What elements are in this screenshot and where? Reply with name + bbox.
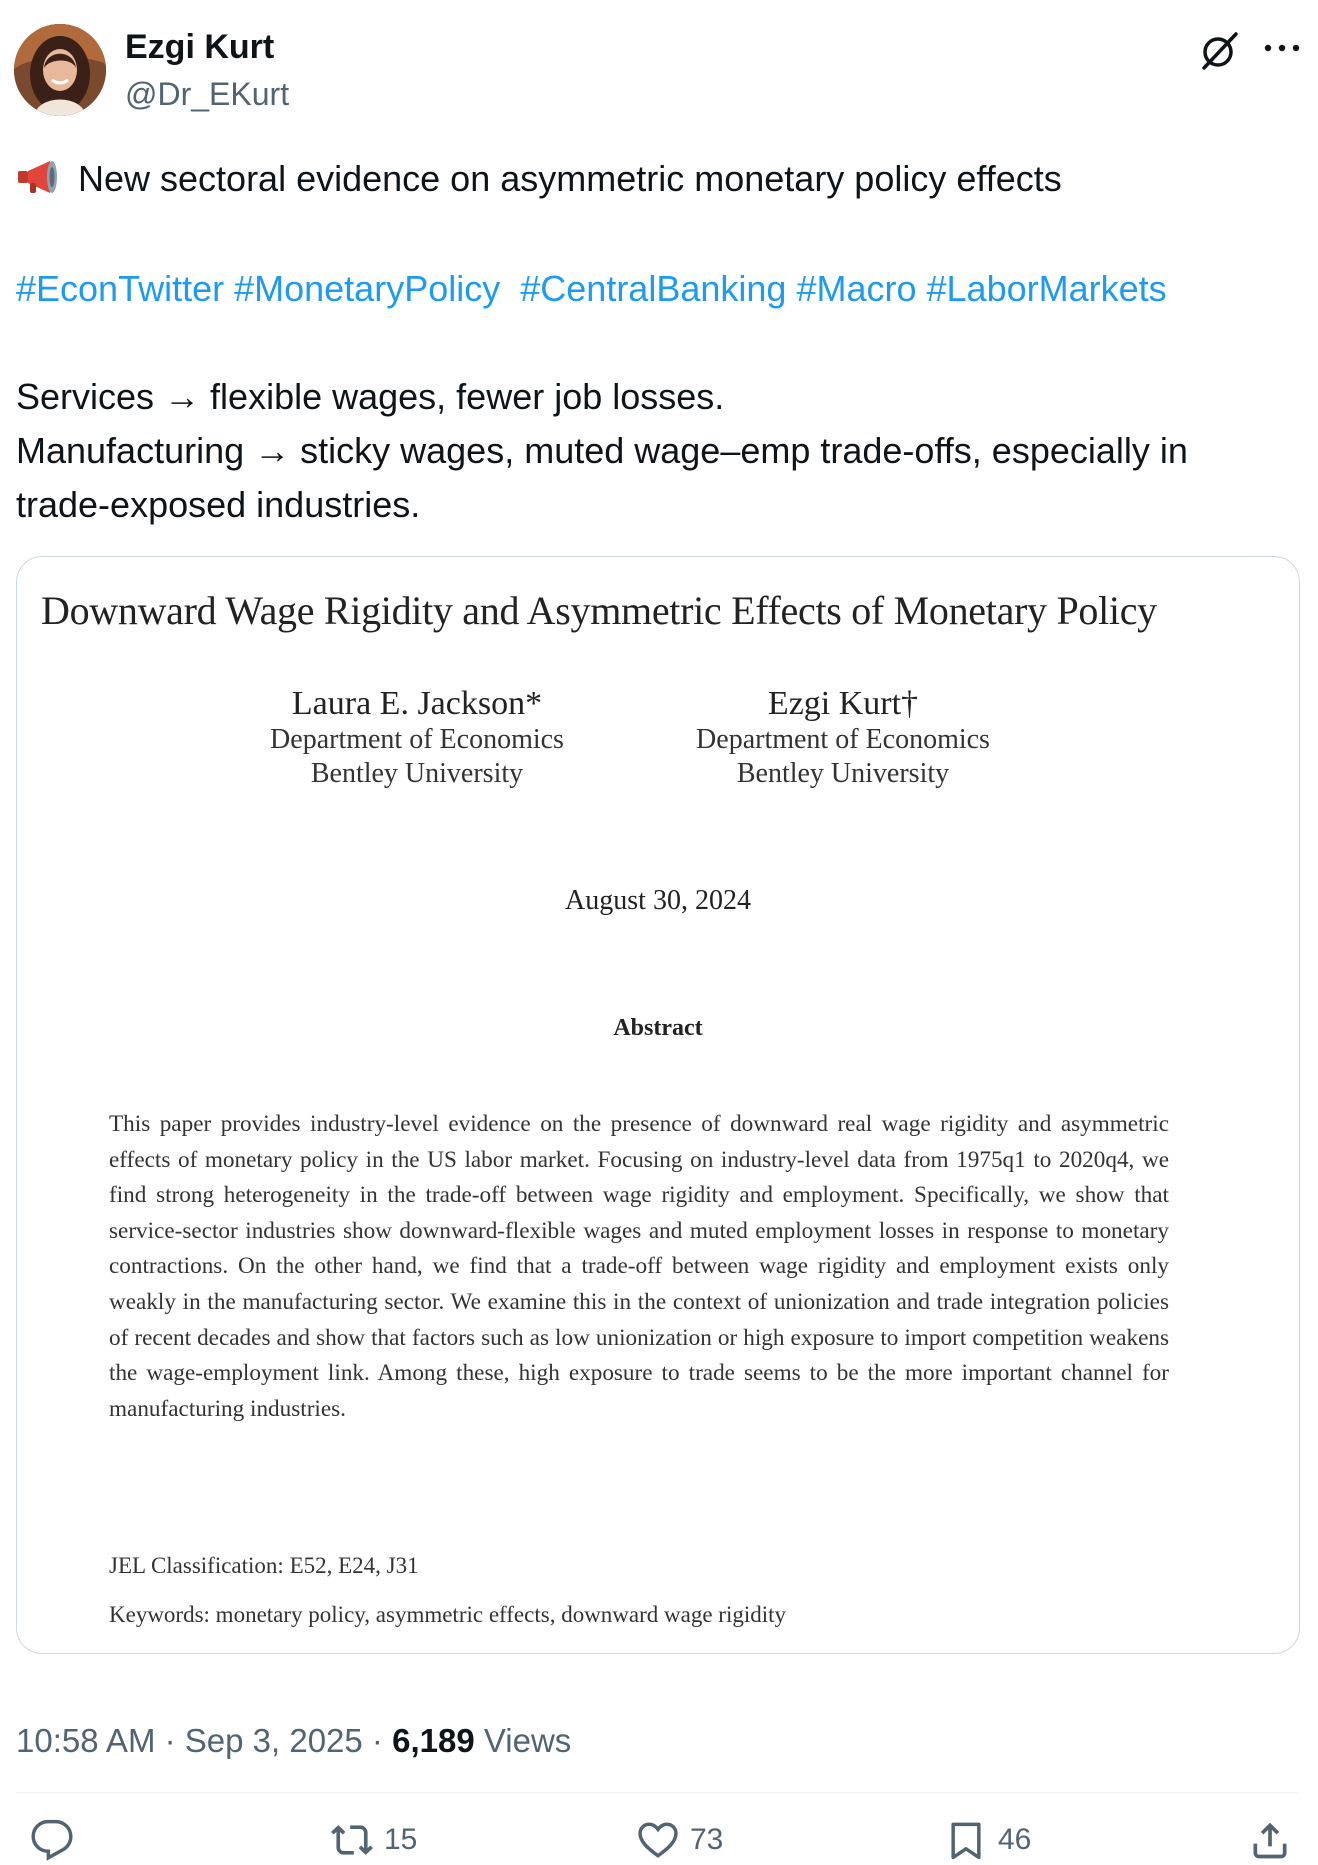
- post-line-manufacturing: Manufacturing → sticky wages, muted wage–emp trade-offs, especially in: [16, 430, 1188, 471]
- hashtag-monetarypolicy[interactable]: #MonetaryPolicy: [234, 268, 501, 309]
- display-name[interactable]: Ezgi Kurt: [125, 28, 275, 66]
- abstract-heading: Abstract: [613, 1015, 703, 1041]
- hashtag-labormarkets[interactable]: #LaborMarkets: [926, 268, 1167, 309]
- paper-date: August 30, 2024: [565, 885, 751, 916]
- post-line-trade: trade-exposed industries.: [16, 484, 421, 525]
- paper-author-2: [663, 685, 1023, 791]
- divider: [16, 1792, 1298, 1793]
- share-button[interactable]: [1248, 1818, 1292, 1862]
- retweet-button[interactable]: [330, 1818, 417, 1862]
- hashtag-econtwitter[interactable]: #EconTwitter: [16, 268, 225, 309]
- heart-icon: [636, 1818, 680, 1862]
- views-label: Views: [474, 1722, 572, 1759]
- megaphone-icon: [16, 157, 66, 197]
- grok-icon[interactable]: [1198, 28, 1242, 72]
- jel-classification: JEL Classification: E52, E24, J31: [109, 1553, 419, 1578]
- attached-paper-image[interactable]: [16, 556, 1300, 1654]
- like-button[interactable]: [636, 1818, 723, 1862]
- hashtag-line: [16, 262, 1167, 316]
- author-department: Department of Economics: [696, 724, 990, 755]
- retweet-icon: [330, 1818, 374, 1862]
- author-school: Bentley University: [310, 758, 524, 789]
- post-headline-line: [16, 152, 1062, 206]
- user-handle[interactable]: @Dr_EKurt: [125, 76, 290, 112]
- reply-icon: [30, 1818, 74, 1862]
- author-department: Department of Economics: [270, 724, 564, 755]
- post-meta: [16, 1722, 571, 1760]
- author-name: Ezgi Kurt†: [767, 685, 919, 722]
- meta-separator: ·: [155, 1722, 185, 1759]
- hashtag-macro[interactable]: #Macro: [796, 268, 917, 309]
- meta-separator: ·: [362, 1722, 393, 1759]
- post-time[interactable]: 10:58 AM: [16, 1722, 156, 1759]
- more-options-icon[interactable]: [1262, 38, 1302, 58]
- hashtag-centralbanking[interactable]: #CentralBanking: [520, 268, 787, 309]
- paper-keywords: Keywords: monetary policy, asymmetric effects, downward wage rigidity: [109, 1602, 787, 1627]
- bookmark-icon: [944, 1818, 988, 1862]
- post-headline: New sectoral evidence on asymmetric monetary policy effects: [78, 158, 1062, 199]
- bookmark-button[interactable]: [944, 1818, 1031, 1862]
- retweet-count: 15: [384, 1823, 418, 1856]
- author-school: Bentley University: [736, 758, 950, 789]
- paper-author-1: [237, 685, 597, 791]
- like-count: 73: [690, 1823, 724, 1856]
- avatar[interactable]: [14, 24, 106, 116]
- post-date[interactable]: Sep 3, 2025: [184, 1722, 363, 1759]
- bookmark-count: 46: [998, 1823, 1032, 1856]
- paper-title: Downward Wage Rigidity and Asymmetric Effects of Monetary Policy: [41, 588, 1157, 633]
- reply-button[interactable]: [30, 1818, 84, 1862]
- author-name: Laura E. Jackson*: [291, 685, 543, 722]
- share-icon: [1248, 1818, 1292, 1862]
- abstract-text: This paper provides industry-level evidence on the presence of downward real wage rigidity and asymmetric effects of monetary policy in the US labor market. Focusing on industry-level data from 1975q1 to 2020q4, we find strong heterogeneity in the trade-off between wage rigidity and employment. Specifically, we show that service-sector industries show downward-flexible wages and muted employment losses in response to monetary contractions. On the other hand, we find that a trade-off between wage rigidity and employment exists only weakly in the manufacturing sector. We examine this in the context of unionization and trade integration policies of recent decades and show that factors such as low unionization or high exposure to import competition weakens the wage-employment link. Among these, high exposure to trade seems to be the more important channel for manufacturing industries.: [109, 1111, 1169, 1422]
- views-count: 6,189: [392, 1722, 475, 1759]
- post-line-services: Services → flexible wages, fewer job losses.: [16, 376, 725, 417]
